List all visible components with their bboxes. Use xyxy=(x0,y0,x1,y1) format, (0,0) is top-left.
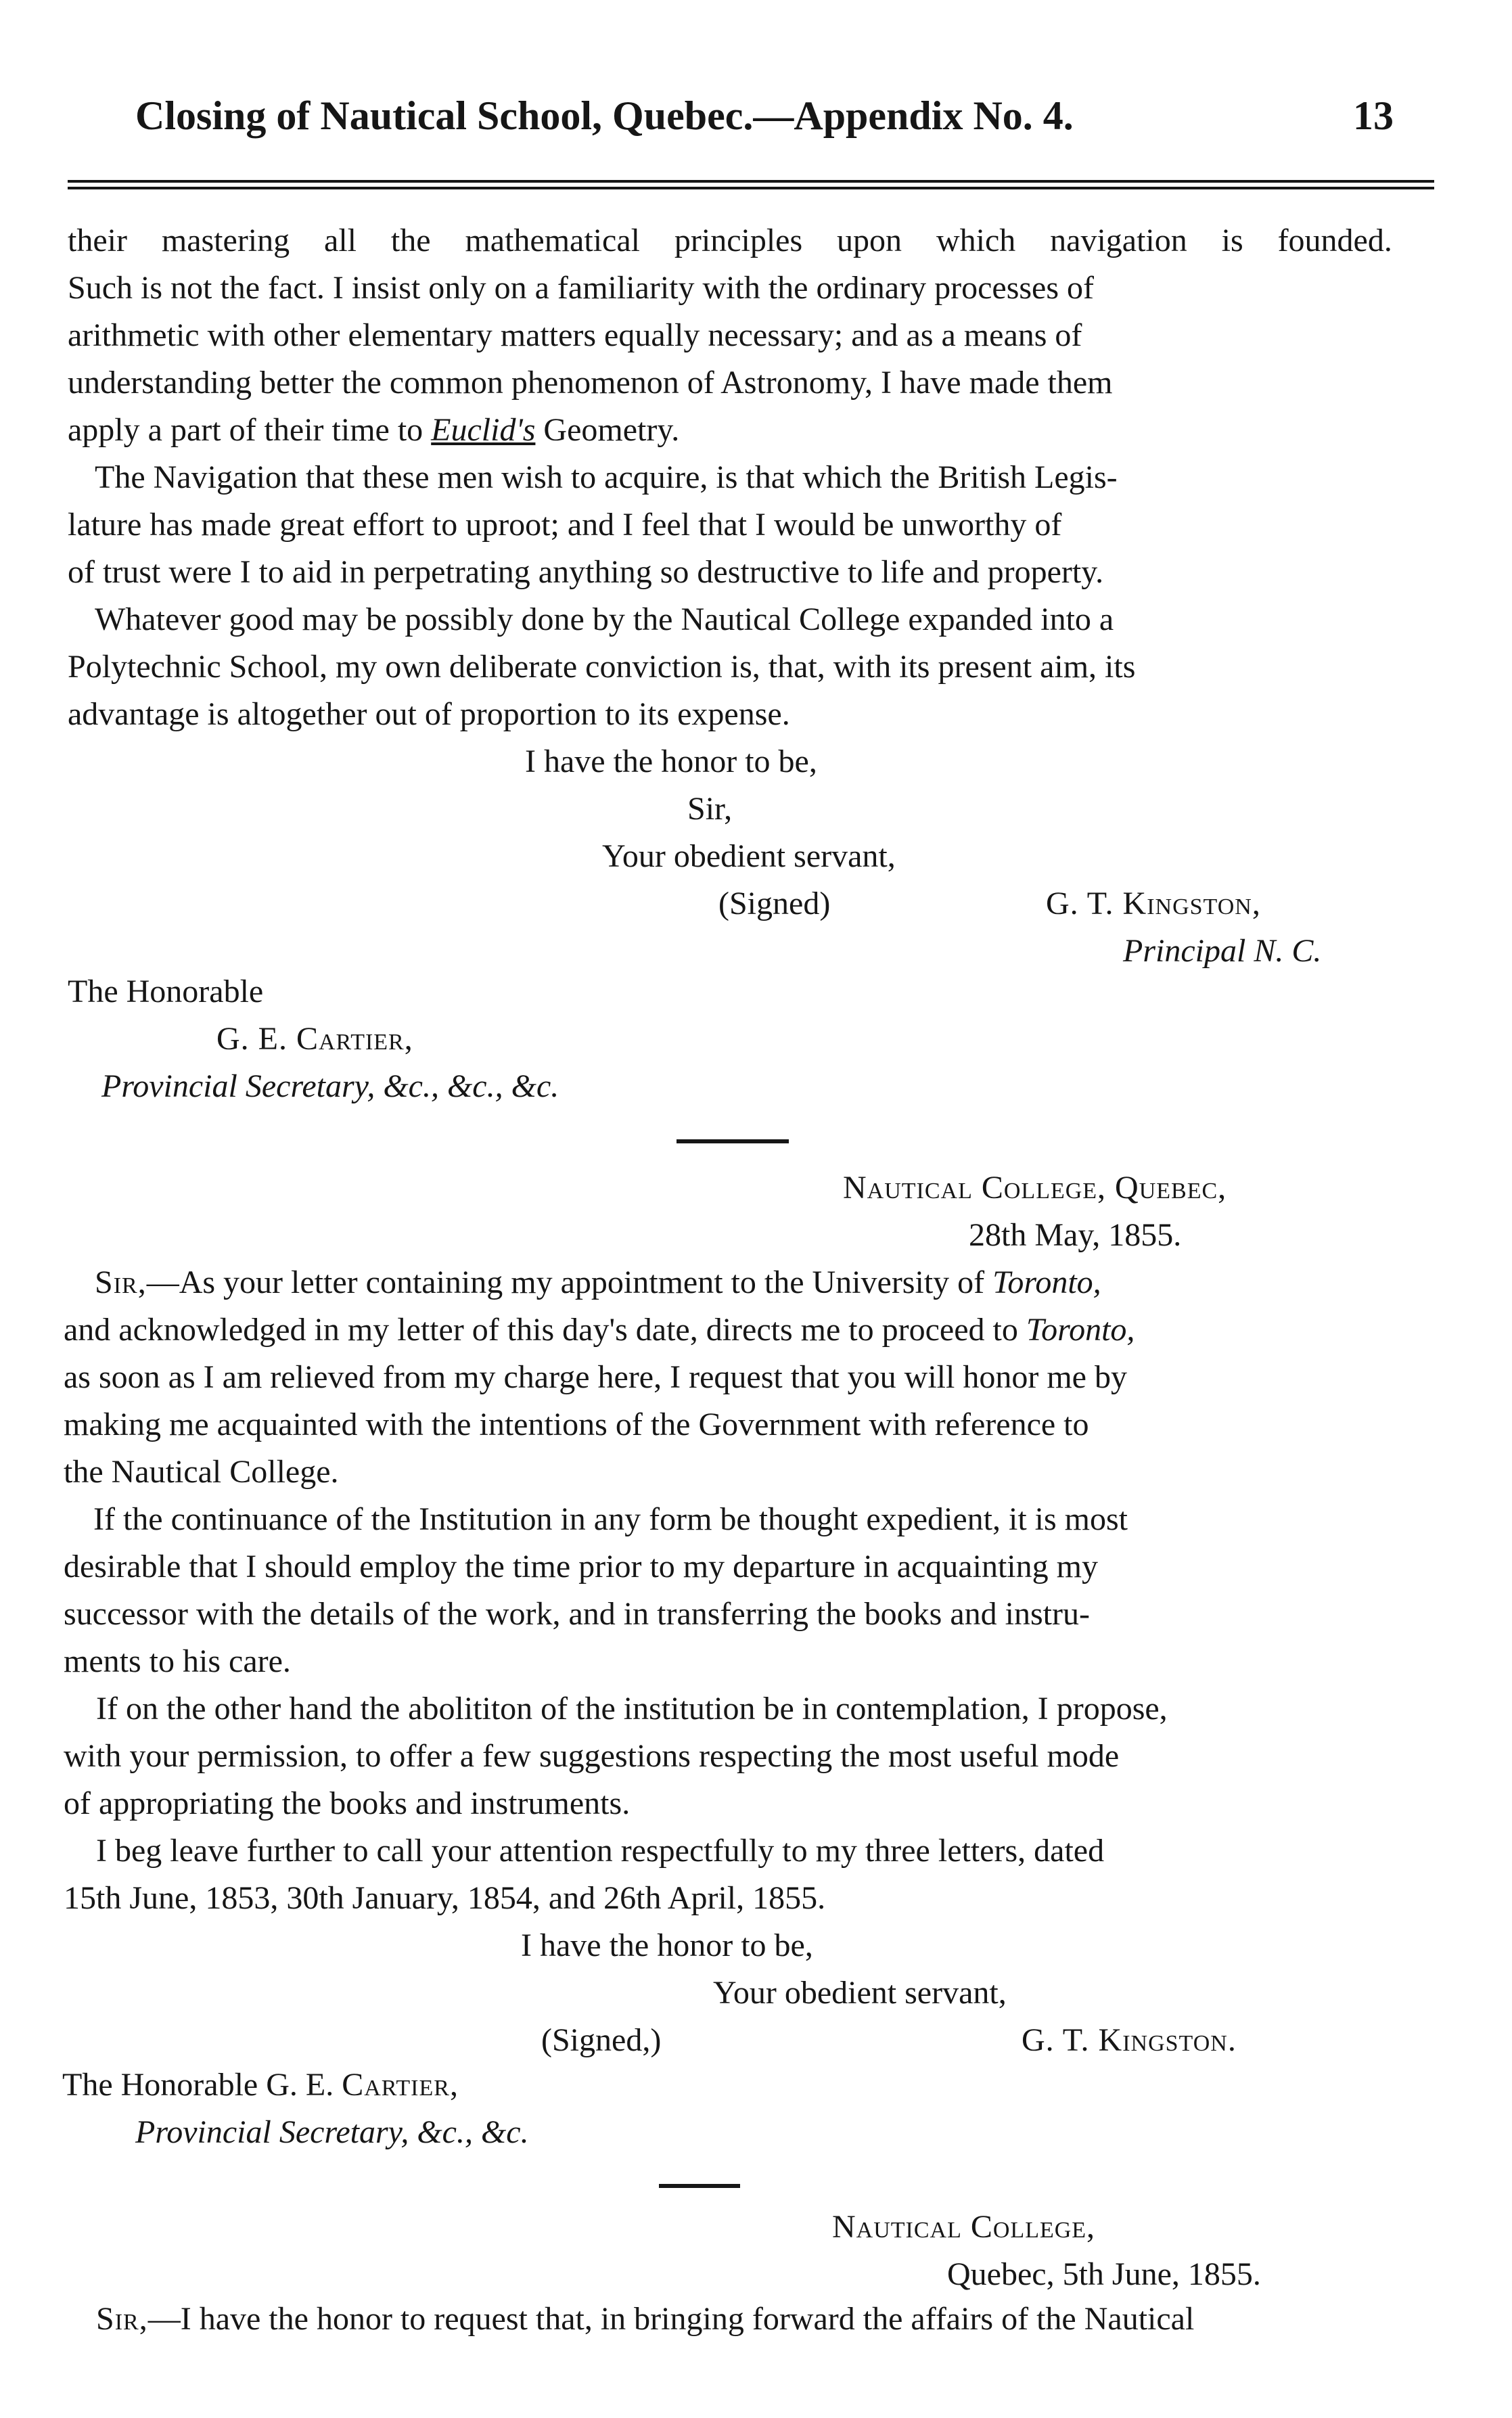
running-header xyxy=(135,92,1394,139)
text-line: arithmetic with other elementary matters equally necessary; and as a means of xyxy=(68,317,1082,353)
text-line: successor with the details of the work, and in transferring the books and instru- xyxy=(64,1596,1090,1632)
signer-title: Principal N. C. xyxy=(1123,933,1322,969)
text-line: as soon as I am relieved from my charge here, I request that you will honor me by xyxy=(64,1359,1127,1395)
euclid-word: Euclid's xyxy=(431,412,536,448)
text-line: Sir,—As your letter containing my appointment to the University of Toronto, xyxy=(95,1264,1101,1300)
addressee-line: The Honorable xyxy=(68,974,264,1009)
text-line: the Nautical College. xyxy=(64,1454,339,1490)
section-divider xyxy=(677,1139,789,1143)
addressee-line: The Honorable G. E. Cartier, xyxy=(62,2067,459,2103)
text-line: their mastering all the mathematical principles upon which navigation is founded. xyxy=(68,223,1392,258)
text-line: and acknowledged in my letter of this day's date, directs me to proceed to Toronto, xyxy=(64,1312,1135,1348)
text-line: If the continuance of the Institution in any form be thought expedient, it is most xyxy=(93,1501,1128,1537)
letter-date: Quebec, 5th June, 1855. xyxy=(947,2256,1261,2292)
text-line: Whatever good may be possibly done by the Nautical College expanded into a xyxy=(95,601,1114,637)
text-line: I beg leave further to call your attention respectfully to my three letters, dated xyxy=(96,1833,1105,1869)
closing-line: I have the honor to be, xyxy=(521,1927,813,1963)
closing-line: I have the honor to be, xyxy=(525,744,817,779)
text-line: desirable that I should employ the time prior to my departure in acquainting my xyxy=(64,1549,1098,1584)
addressee-title: Provincial Secretary, &c., &c. xyxy=(135,2114,529,2150)
text-line: advantage is altogether out of proportion to its expense. xyxy=(68,696,790,732)
closing-line: Your obedient servant, xyxy=(602,838,896,874)
header-rule-bottom xyxy=(68,187,1434,189)
addressee-name: G. E. Cartier, xyxy=(216,1021,413,1057)
header-title: Closing of Nautical School, Quebec.—Appendix No. 4. xyxy=(135,93,1074,138)
page-number: 13 xyxy=(1353,93,1394,138)
text-line: If on the other hand the abolititon of the institution be in contemplation, I propose, xyxy=(96,1691,1168,1727)
text-line: of trust were I to aid in perpetrating anything so destructive to life and property. xyxy=(68,554,1104,590)
salutation: Sir, xyxy=(95,1264,147,1300)
text-line: 15th June, 1853, 30th January, 1854, and 26th April, 1855. xyxy=(64,1880,826,1916)
header-rule-top xyxy=(68,180,1434,183)
addressee-title: Provincial Secretary, &c., &c., &c. xyxy=(101,1068,559,1104)
text-line: Such is not the fact. I insist only on a familiarity with the ordinary processes of xyxy=(68,270,1095,306)
signer-name: G. T. Kingston. xyxy=(1022,2022,1237,2058)
closing-line: Sir, xyxy=(687,791,733,827)
section-divider xyxy=(659,2184,740,2188)
salutation: Sir, xyxy=(96,2301,148,2337)
closing-line: Your obedient servant, xyxy=(713,1975,1007,2011)
signed-label: (Signed,) xyxy=(541,2022,662,2058)
text-line: Sir,—I have the honor to request that, in bringing forward the affairs of the Nautical xyxy=(96,2301,1195,2337)
text-line: apply a part of their time to Euclid's Geometry. xyxy=(68,412,680,448)
text-line: ments to his care. xyxy=(64,1643,291,1679)
text-line: with your permission, to offer a few suggestions respecting the most useful mode xyxy=(64,1738,1120,1774)
text-line: understanding better the common phenomenon of Astronomy, I have made them xyxy=(68,365,1113,401)
signed-label: (Signed) xyxy=(718,886,831,921)
letter-place: Nautical College, Quebec, xyxy=(843,1170,1227,1206)
text-line: making me acquainted with the intentions of the Government with reference to xyxy=(64,1407,1089,1442)
text-line: of appropriating the books and instruments. xyxy=(64,1785,631,1821)
letter-date: 28th May, 1855. xyxy=(969,1217,1182,1253)
text-line: Polytechnic School, my own deliberate conviction is, that, with its present aim, its xyxy=(68,649,1136,685)
signer-name: G. T. Kingston, xyxy=(1046,886,1261,921)
text-line: lature has made great effort to uproot; and I feel that I would be unworthy of xyxy=(68,507,1062,543)
text-line: The Navigation that these men wish to acquire, is that which the British Legis- xyxy=(95,459,1118,495)
letter-place: Nautical College, xyxy=(832,2209,1096,2245)
